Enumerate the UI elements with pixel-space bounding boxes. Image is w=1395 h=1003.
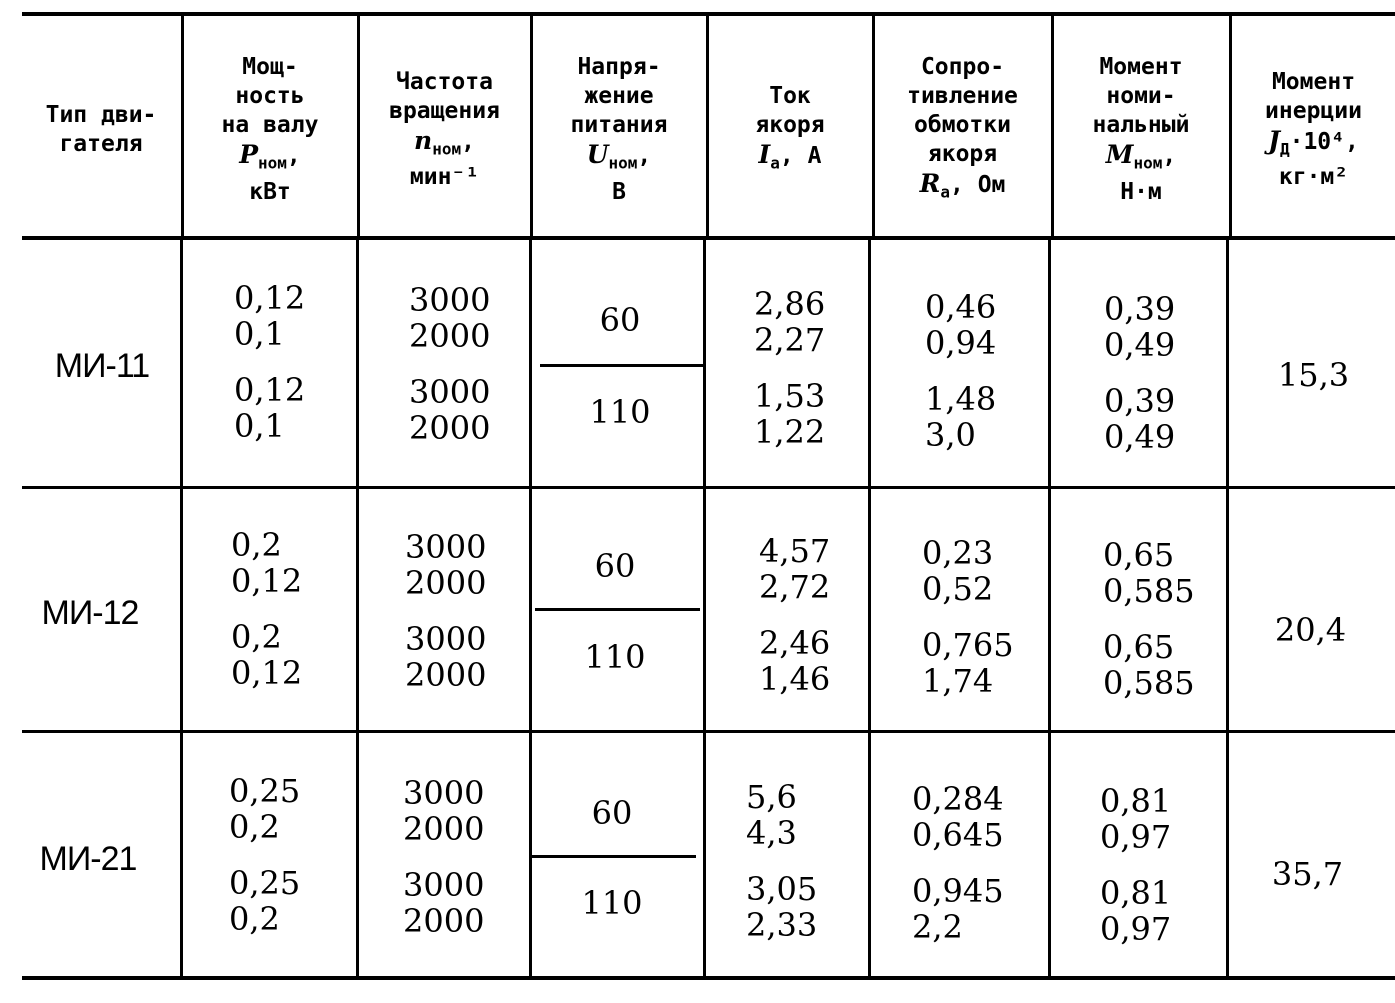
table-value: 0,97 [1100, 910, 1172, 948]
table-value: 0,39 [1104, 290, 1176, 328]
header-symbol-line [587, 140, 652, 178]
table-value: 0,585 [1103, 572, 1195, 610]
table-value: 0,945 [912, 872, 1004, 910]
table-value: 0,25 [229, 864, 301, 902]
engine-type-cell: МИ-11 [54, 347, 150, 385]
header-unit: мин⁻¹ [409, 164, 480, 191]
table-value: 2,33 [746, 906, 818, 944]
table-value: 2000 [409, 409, 491, 447]
table-value: 3000 [409, 373, 491, 411]
header-symbol: R [919, 169, 941, 199]
header-bottom-rule [22, 236, 1395, 240]
table-value: 0,25 [229, 772, 301, 810]
header-tail: ·10⁴, [1289, 128, 1359, 155]
row-separator [22, 730, 1395, 733]
column-rule [1048, 240, 1051, 976]
header-symbol: P [239, 140, 259, 170]
voltage-value: 60 [599, 301, 641, 339]
table-value: 0,49 [1104, 418, 1176, 456]
header-subscript: ном [1133, 153, 1163, 173]
voltage-divider [540, 364, 703, 367]
resistance-cell [912, 781, 1004, 945]
voltage-value: 110 [581, 884, 643, 922]
table-value: 2,86 [754, 285, 826, 323]
power-cell [231, 527, 302, 691]
table-value: 0,2 [231, 618, 282, 656]
table-value: 2000 [409, 317, 491, 355]
table-value: 1,46 [759, 660, 831, 698]
header-symbol-line [1106, 140, 1176, 178]
table-value: 2000 [403, 810, 485, 848]
table-value: 2000 [405, 564, 487, 602]
table-value: 2,46 [759, 624, 831, 662]
table-value: 0,1 [234, 315, 285, 353]
inertia-cell: 35,7 [1271, 855, 1344, 893]
header-subscript: ном [432, 139, 462, 159]
inertia-cell: 20,4 [1274, 611, 1347, 649]
power-cell [234, 280, 305, 444]
header-line: тивление [907, 83, 1018, 110]
header-engine-type [22, 30, 180, 230]
header-line: Сопро- [920, 54, 1005, 81]
torque-cell [1100, 783, 1171, 947]
header-line: якоря [755, 112, 825, 139]
table-value: 3000 [409, 281, 491, 319]
table-value: 4,3 [746, 814, 797, 852]
table-value: 0,49 [1104, 326, 1176, 364]
header-armature-current [709, 30, 871, 230]
header-supply-voltage [533, 30, 705, 230]
header-tail: , А [779, 143, 822, 170]
table-value: 0,46 [925, 288, 997, 326]
header-tail: , [1162, 143, 1177, 170]
header-tail: , [637, 143, 652, 170]
table-value: 0,81 [1100, 874, 1172, 912]
table-value: 3,0 [925, 416, 976, 454]
header-line: Напря- [577, 54, 661, 81]
table-value: 0,65 [1103, 628, 1175, 666]
table-value: 0,94 [925, 324, 997, 362]
header-line: на валу [221, 112, 319, 139]
table-value: 2,72 [759, 568, 831, 606]
torque-cell [1104, 291, 1175, 455]
column-rule [868, 240, 871, 976]
speed-cell [403, 775, 484, 939]
resistance-cell [922, 535, 1014, 699]
header-line: Ток [769, 83, 811, 110]
table-value: 1,53 [754, 377, 826, 415]
header-unit: кВт [249, 178, 291, 205]
table-value: 0,12 [234, 279, 306, 317]
column-rule [529, 240, 532, 976]
table-value: 0,23 [922, 534, 994, 572]
header-subscript: ном [608, 153, 638, 173]
table-value: 3000 [403, 866, 485, 904]
table-value: 2000 [405, 656, 487, 694]
header-line: якоря [927, 141, 998, 168]
header-symbol-line [1268, 126, 1359, 164]
header-symbol: U [586, 140, 609, 170]
table-value: 0,52 [922, 570, 994, 608]
header-symbol: I [758, 140, 771, 170]
table-value: 3000 [405, 528, 487, 566]
header-line: обмотки [914, 112, 1011, 139]
header-line: Момент [1099, 54, 1183, 81]
header-tail: , [461, 128, 475, 155]
engine-type-cell: МИ-12 [41, 594, 139, 632]
header-symbol: n [414, 125, 433, 155]
table-value: 0,12 [231, 562, 303, 600]
voltage-value: 110 [584, 638, 646, 676]
header-armature-resistance [875, 30, 1050, 230]
header-moment-of-inertia [1232, 30, 1395, 230]
header-unit: кг·м² [1278, 164, 1349, 191]
header-subscript: ном [258, 153, 287, 173]
table-value: 3000 [403, 774, 485, 812]
current-cell [754, 286, 825, 450]
voltage-value: 60 [594, 547, 636, 585]
column-rule [356, 240, 359, 976]
header-symbol-line [920, 169, 1006, 207]
voltage-divider [535, 608, 700, 611]
table-value: 3000 [405, 620, 487, 658]
table-value: 0,284 [912, 780, 1004, 818]
row-separator [22, 486, 1395, 489]
table-value: 0,65 [1103, 536, 1175, 574]
header-unit: Н·м [1120, 178, 1162, 205]
header-line: Момент [1271, 68, 1356, 95]
header-symbol-line [414, 126, 475, 164]
header-symbol-line [239, 140, 301, 178]
header-line: инерции [1265, 97, 1362, 124]
voltage-divider [532, 855, 696, 858]
header-rotation-speed [360, 30, 529, 230]
header-subscript: а [940, 182, 951, 202]
header-tail: , [286, 143, 301, 170]
table-value: 0,12 [231, 654, 303, 692]
table-value: 0,645 [912, 816, 1004, 854]
voltage-value: 60 [591, 794, 633, 832]
current-cell [759, 533, 830, 697]
table-value: 0,39 [1104, 382, 1176, 420]
header-line: нальный [1092, 112, 1190, 139]
table-value: 0,81 [1100, 782, 1172, 820]
header-symbol-line [759, 140, 822, 178]
current-cell [746, 779, 817, 943]
table-value: 0,585 [1103, 664, 1195, 702]
header-tail: , Ом [950, 172, 1006, 199]
table-value: 0,765 [922, 626, 1014, 664]
header-line: гателя [59, 131, 143, 157]
power-cell [229, 773, 300, 937]
header-line: вращения [389, 97, 500, 124]
table-value: 0,2 [229, 900, 280, 938]
header-subscript: а [770, 153, 780, 173]
table-value: 1,48 [925, 380, 997, 418]
header-unit: В [612, 178, 626, 205]
table-value: 1,74 [922, 662, 994, 700]
engine-type-cell: МИ-21 [39, 840, 137, 878]
header-shaft-power [184, 30, 356, 230]
header-line: жение [584, 83, 654, 110]
table-value: 3,05 [746, 870, 818, 908]
table-value: 2000 [403, 902, 485, 940]
table-value: 5,6 [746, 778, 797, 816]
table-value: 0,12 [234, 371, 306, 409]
header-line: Тип дви- [45, 102, 157, 128]
speed-cell [409, 282, 490, 446]
header-line: Мощ- [242, 54, 298, 81]
table-value: 4,57 [759, 532, 831, 570]
voltage-value: 110 [589, 393, 651, 431]
table-value: 2,27 [754, 321, 826, 359]
table-value: 0,2 [229, 808, 280, 846]
resistance-cell [925, 289, 996, 453]
inertia-cell: 15,3 [1277, 356, 1350, 394]
torque-cell [1103, 537, 1195, 701]
table-bottom-rule [22, 976, 1395, 980]
header-line: питания [570, 112, 668, 139]
column-rule [703, 240, 706, 976]
table-value: 0,97 [1100, 818, 1172, 856]
table-value: 2,2 [912, 908, 963, 946]
header-line: ность [235, 83, 305, 110]
header-rated-torque [1054, 30, 1228, 230]
header-symbol: J [1268, 125, 1280, 155]
header-symbol: M [1105, 140, 1134, 170]
table-value: 1,22 [754, 413, 826, 451]
table-value: 0,2 [231, 526, 282, 564]
header-subscript: Д [1279, 139, 1290, 159]
header-line: номи- [1106, 83, 1176, 110]
speed-cell [405, 529, 486, 693]
table-value: 0,1 [234, 407, 285, 445]
header-line: Частота [396, 68, 493, 95]
